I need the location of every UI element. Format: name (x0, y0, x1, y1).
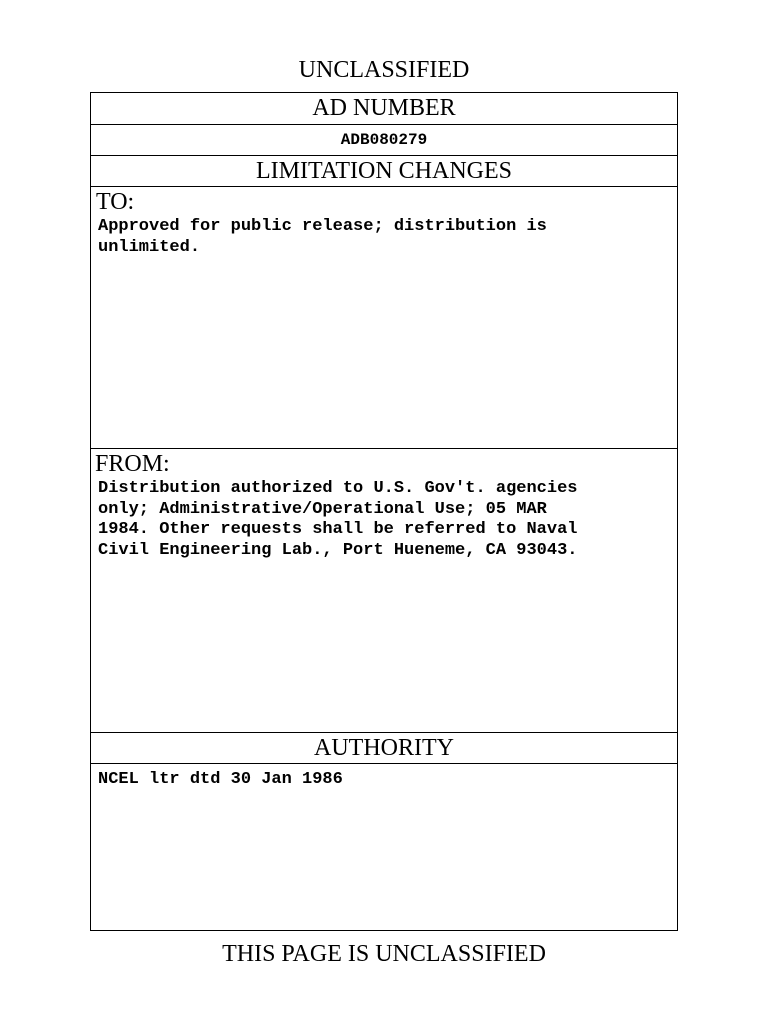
to-section (91, 187, 677, 449)
ad-number-header: AD NUMBER (91, 93, 677, 125)
to-label: TO: (96, 189, 135, 215)
top-classification-marking: UNCLASSIFIED (298, 57, 470, 83)
to-text: Approved for public release; distribution is unlimited. (98, 217, 547, 257)
ad-number-form (90, 92, 678, 931)
authority-header: AUTHORITY (91, 733, 677, 764)
authority-text: NCEL ltr dtd 30 Jan 1986 (98, 770, 343, 789)
from-section (91, 449, 677, 733)
from-text: Distribution authorized to U.S. Gov't. agencies only; Administrative/Operational Use; 05 MAR 1984. Other requests shall be referred to Naval Civil Engineering Lab., Port Hueneme, CA 93043. (98, 479, 578, 560)
authority-section (91, 764, 677, 930)
from-label: FROM: (95, 451, 170, 477)
ad-number-value: ADB080279 (91, 125, 677, 156)
bottom-classification-marking: THIS PAGE IS UNCLASSIFIED (222, 941, 546, 967)
limitation-changes-header: LIMITATION CHANGES (91, 156, 677, 187)
